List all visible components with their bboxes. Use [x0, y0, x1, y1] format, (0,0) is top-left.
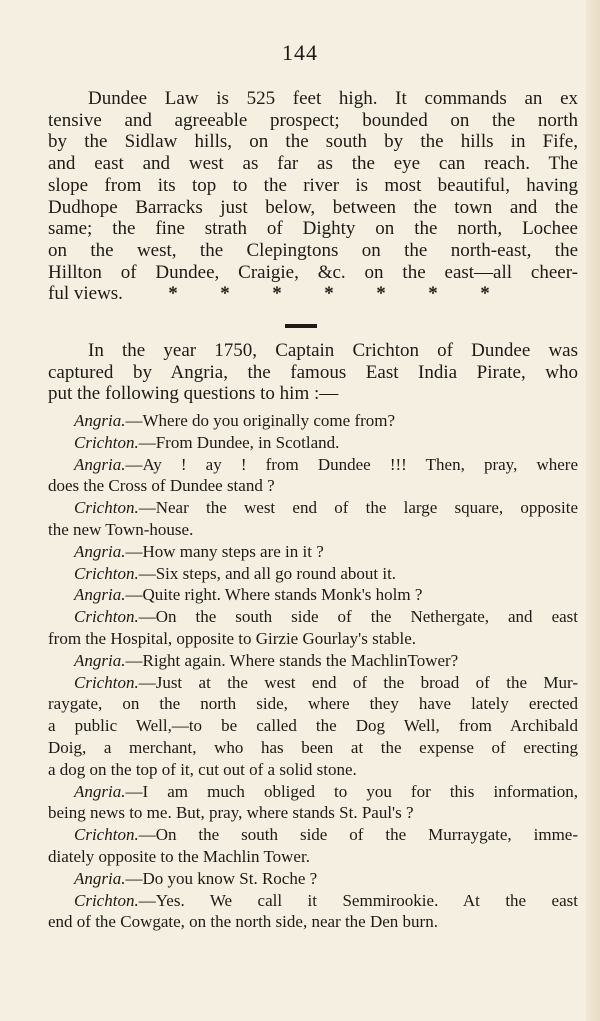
dialogue-continuation-line: from the Hospital, opposite to Girzie Gourlay's stable. [48, 628, 417, 648]
dialogue-continuation-line: Doig, a merchant, who has been at the expense of erecting [48, 737, 578, 757]
text-line-with-stars [48, 283, 578, 305]
speech-text: —Do you know St. Roche ? [125, 868, 318, 888]
dialogue-continuation-line: a public Well,—to be called the Dog Well, from Archibald [48, 716, 578, 736]
speech-text: —On the south side of the Murraygate, imme- [138, 825, 578, 845]
dialogue-line [48, 868, 578, 890]
text-line: on the west, the Clepingtons on the north-east, the [48, 239, 578, 261]
speech-text: —Six steps, and all go round about it. [138, 563, 397, 583]
dialogue-line [48, 650, 578, 672]
star: * [272, 283, 282, 305]
speech-text: —On the south side of the Nethergate, and east [138, 607, 578, 627]
star: * [220, 283, 230, 305]
dialogue-line [48, 497, 578, 519]
speaker-name: Crichton. [74, 432, 139, 452]
speech-text: —Where do you originally come from? [125, 411, 396, 430]
speaker-name: Crichton. [74, 498, 139, 518]
speaker-name: Angria. [74, 868, 126, 888]
dialogue-line [48, 781, 578, 803]
text-line: captured by Angria, the famous East India Pirate, who [48, 361, 578, 383]
dialogue-continuation-line: does the Cross of Dundee stand ? [48, 476, 275, 496]
speaker-name: Crichton. [74, 672, 139, 692]
text-line: Dundee Law is 525 feet high. It commands an ex [88, 88, 578, 109]
speech-text: —Near the west end of the large square, opposite [138, 498, 578, 518]
text-line: and east and west as far as the eye can reach. The [48, 153, 578, 175]
dialogue-continuation-line: raygate, on the north side, where they have lately erected [48, 694, 578, 714]
dialogue-continuation-line: diately opposite to the Machlin Tower. [48, 846, 310, 866]
page-edge [586, 0, 600, 1021]
star: * [168, 283, 178, 305]
speaker-name: Angria. [74, 411, 126, 430]
speech-text: —Just at the west end of the broad of the Mur- [138, 672, 578, 692]
dialogue-continuation-line: end of the Cowgate, on the north side, near the Den burn. [48, 912, 438, 932]
section-divider-rule [285, 324, 317, 328]
text-line: Hillton of Dundee, Craigie, &c. on the east—all cheer- [48, 261, 578, 283]
speaker-name: Angria. [74, 781, 126, 801]
speech-text: —Right again. Where stands the MachlinTower? [125, 650, 459, 670]
speaker-name: Angria. [74, 585, 126, 605]
dialogue-continuation-line: a dog on the top of it, cut out of a solid stone. [48, 759, 357, 779]
dialogue-continuation-line: the new Town-house. [48, 519, 194, 539]
speech-text: —Quite right. Where stands Monk's holm ? [125, 585, 423, 605]
star: * [428, 283, 438, 305]
dialogue-line [48, 454, 578, 476]
dialogue-line [48, 890, 578, 912]
speech-text: —Ay ! ay ! from Dundee !!! Then, pray, where [125, 454, 578, 474]
star: * [480, 283, 490, 305]
speaker-name: Angria. [74, 541, 126, 561]
text-line: tensive and agreeable prospect; bounded on the north [48, 109, 578, 131]
text-line: by the Sidlaw hills, on the south by the hills in Fife, [48, 131, 578, 153]
speech-text: —From Dundee, in Scotland. [138, 432, 340, 452]
dialogue-continuation-line: being news to me. But, pray, where stands St. Paul's ? [48, 803, 414, 823]
star: * [324, 283, 334, 305]
text-line: slope from its top to the river is most beautiful, having [48, 174, 578, 196]
speech-text: —Yes. We call it Semmirookie. At the east [138, 890, 578, 910]
dialogue-line [48, 824, 578, 846]
text-line: In the year 1750, Captain Crichton of Dundee was [88, 340, 578, 361]
dialogue-line [48, 541, 578, 563]
text-line: put the following questions to him :— [48, 383, 339, 405]
dialogue-line [48, 432, 578, 454]
star: * [376, 283, 386, 305]
text-line: same; the fine strath of Dighty on the north, Lochee [48, 218, 578, 240]
speaker-name: Crichton. [74, 825, 139, 845]
dialogue-line [48, 563, 578, 585]
paragraph-dundee-law [48, 88, 578, 305]
speaker-name: Crichton. [74, 563, 139, 583]
dialogue [48, 410, 578, 933]
page-number: 144 [282, 40, 318, 65]
speech-text: —How many steps are in it ? [125, 541, 324, 561]
text-line: Dudhope Barracks just below, between the town and the [48, 196, 578, 218]
text-line: ful views. [48, 283, 123, 305]
speaker-name: Crichton. [74, 607, 139, 627]
dialogue-line [48, 606, 578, 628]
dialogue-line [48, 410, 578, 432]
paragraph-crichton-intro [48, 340, 578, 405]
speaker-name: Angria. [74, 650, 126, 670]
speaker-name: Angria. [74, 454, 126, 474]
asterism [147, 283, 511, 305]
speaker-name: Crichton. [74, 890, 139, 910]
speech-text: —I am much obliged to you for this information, [125, 781, 578, 801]
dialogue-line [48, 672, 578, 694]
dialogue-line [48, 584, 578, 606]
